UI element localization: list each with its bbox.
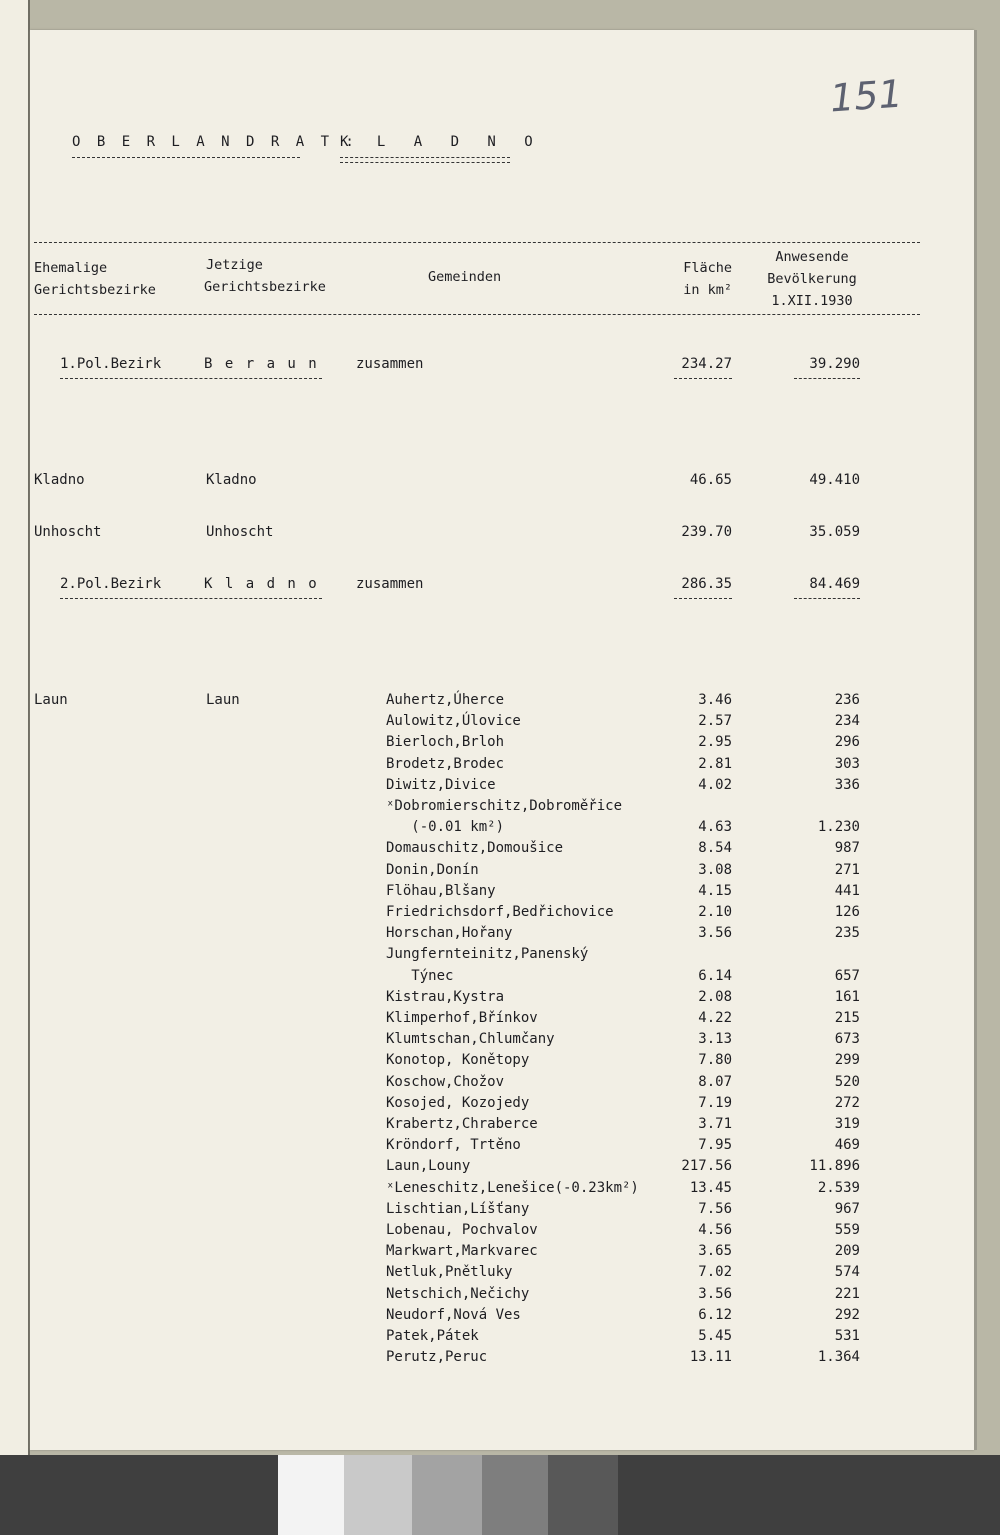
- municipality-name: Kröndorf, Trtěno: [386, 1137, 521, 1154]
- municipality-population: 987: [834, 840, 860, 857]
- municipality-population: 1.364: [817, 1349, 860, 1366]
- municipality-population: 559: [834, 1222, 860, 1238]
- municipality-population: 520: [834, 1073, 860, 1090]
- municipality-name: Jungfernteinitz,Panenský: [386, 946, 589, 963]
- title-place: K L A D N O: [340, 134, 543, 150]
- municipality-population: 441: [834, 882, 860, 899]
- municipality-name: Friedrichsdorf,Bedřichovice: [386, 904, 614, 920]
- district-population: 49.410: [809, 472, 860, 488]
- municipality-population: 236: [834, 692, 860, 708]
- municipality-population: 271: [834, 861, 860, 878]
- header-former-district: Ehemalige Gerichtsbezirke: [34, 260, 156, 298]
- municipality-name: Kosojed, Kozojedy: [386, 1094, 530, 1111]
- title-underline: [340, 162, 510, 163]
- municipality-area: 4.02: [698, 776, 732, 793]
- district-former: Laun: [34, 692, 68, 708]
- municipality-population: 221: [834, 1285, 860, 1302]
- municipality-name: Auhertz,Úherce: [386, 692, 505, 708]
- summary-name: K l a d n o: [204, 576, 319, 592]
- municipality-name: ˣDobromierschitz,Dobroměřice: [386, 798, 623, 814]
- municipality-population: 299: [834, 1052, 860, 1069]
- scan-left-edge: [0, 0, 30, 1535]
- municipality-name: Brodetz,Brodec: [386, 755, 505, 772]
- municipality-population: 234: [834, 713, 860, 730]
- municipality-name: Koschow,Chožov: [386, 1073, 505, 1090]
- municipality-population: 469: [834, 1137, 860, 1154]
- summary-suffix: zusammen: [356, 356, 424, 372]
- municipality-population: 657: [834, 967, 860, 984]
- summary-area: 234.27: [681, 356, 732, 372]
- municipality-population: 272: [834, 1094, 860, 1111]
- municipality-name: Neudorf,Nová Ves: [386, 1306, 521, 1323]
- municipality-area: 13.45: [689, 1179, 732, 1196]
- municipality-name: Konotop, Konětopy: [386, 1052, 530, 1069]
- district-population: 35.059: [809, 524, 860, 540]
- municipality-area: 5.45: [698, 1328, 732, 1344]
- municipality-name: Netluk,Pnětluky: [386, 1264, 513, 1281]
- municipality-name: Krabertz,Chraberce: [386, 1116, 538, 1132]
- summary-label: 1.Pol.Bezirk: [60, 356, 162, 372]
- municipality-area: 4.63: [698, 819, 732, 836]
- municipality-area: 3.13: [698, 1031, 732, 1048]
- municipality-population: 209: [834, 1243, 860, 1260]
- municipality-area: 3.56: [698, 1285, 732, 1302]
- title-underline: [72, 157, 300, 158]
- municipality-population: 303: [834, 755, 860, 772]
- municipality-area: 4.22: [698, 1010, 732, 1026]
- municipality-area: 3.08: [698, 861, 732, 878]
- color-calibration-swatch: [344, 1455, 412, 1535]
- municipality-population: 161: [834, 988, 860, 1005]
- header-rule-bottom: [34, 314, 920, 315]
- municipality-area: 2.08: [698, 988, 732, 1005]
- summary-underline: [674, 598, 732, 599]
- municipality-population: 296: [834, 734, 860, 751]
- municipality-population: 11.896: [809, 1158, 860, 1175]
- summary-underline: [674, 378, 732, 379]
- municipality-area: 7.02: [698, 1264, 732, 1281]
- municipality-area: 2.81: [698, 755, 732, 772]
- municipality-name: Netschich,Nečichy: [386, 1285, 530, 1302]
- municipality-name: Markwart,Markvarec: [386, 1243, 538, 1260]
- header-population: Anwesende Bevölkerung 1.XII.1930: [767, 249, 857, 309]
- summary-underline: [60, 378, 322, 379]
- municipality-name: Domauschitz,Domoušice: [386, 840, 564, 857]
- municipality-area: 7.80: [698, 1052, 732, 1069]
- municipality-population: 235: [834, 925, 860, 942]
- page-number: 151: [828, 71, 904, 121]
- municipality-name: Flöhau,Blšany: [386, 882, 496, 899]
- municipality-area: 7.19: [698, 1094, 732, 1111]
- color-calibration-swatch: [482, 1455, 548, 1535]
- municipality-name: Laun,Louny: [386, 1158, 471, 1175]
- header-municipalities: Gemeinden: [428, 269, 502, 285]
- municipality-population: 673: [834, 1031, 860, 1048]
- district-current: Laun: [206, 692, 240, 708]
- header-current-district: Jetzige Gerichtsbezirke: [204, 257, 326, 295]
- color-calibration-swatch: [548, 1455, 618, 1535]
- municipality-name: Horschan,Hořany: [386, 925, 513, 942]
- summary-area: 286.35: [681, 576, 732, 592]
- municipality-area: 3.65: [698, 1243, 732, 1260]
- summary-suffix: zusammen: [356, 576, 424, 592]
- municipality-name: ˣLeneschitz,Lenešice(-0.23km²): [386, 1179, 639, 1196]
- municipality-population: 2.539: [817, 1179, 860, 1196]
- municipality-name: Bierloch,Brloh: [386, 734, 505, 751]
- summary-population: 84.469: [809, 576, 860, 592]
- municipality-area: 7.56: [698, 1200, 732, 1217]
- municipality-area: 13.11: [689, 1349, 732, 1366]
- municipality-area: 3.71: [698, 1116, 732, 1132]
- district-current: Unhoscht: [206, 524, 274, 540]
- municipality-area: 2.10: [698, 904, 732, 920]
- header-area: Fläche in km²: [683, 260, 732, 298]
- municipality-population: 967: [834, 1200, 860, 1217]
- page-edge: [974, 30, 977, 1450]
- header-rule-top: [34, 242, 920, 243]
- district-former: Unhoscht: [34, 524, 102, 540]
- municipality-area: 4.56: [698, 1222, 732, 1238]
- municipality-area: 3.46: [698, 692, 732, 708]
- summary-underline: [794, 598, 860, 599]
- municipality-name: Klumtschan,Chlumčany: [386, 1031, 555, 1048]
- municipality-name: Diwitz,Divice: [386, 776, 496, 793]
- municipality-area: 7.95: [698, 1137, 732, 1154]
- municipality-area: 8.54: [698, 840, 732, 857]
- color-calibration-swatch: [278, 1455, 344, 1535]
- district-former: Kladno: [34, 472, 85, 488]
- municipality-name: Kistrau,Kystra: [386, 988, 505, 1005]
- municipality-area: 6.12: [698, 1306, 732, 1323]
- municipality-name: Klimperhof,Břínkov: [386, 1010, 538, 1026]
- summary-population: 39.290: [809, 356, 860, 372]
- summary-label: 2.Pol.Bezirk: [60, 576, 162, 592]
- title-underline: [340, 157, 510, 158]
- municipality-name: (-0.01 km²): [386, 819, 505, 836]
- municipality-name: Aulowitz,Úlovice: [386, 713, 521, 730]
- municipality-population: 1.230: [817, 819, 860, 836]
- district-area: 46.65: [689, 472, 732, 488]
- summary-underline: [794, 378, 860, 379]
- municipality-name: Donin,Donín: [386, 861, 479, 878]
- municipality-area: 4.15: [698, 882, 732, 899]
- municipality-name: Patek,Pátek: [386, 1328, 479, 1344]
- municipality-name: Lobenau, Pochvalov: [386, 1222, 538, 1238]
- municipality-area: 6.14: [698, 967, 732, 984]
- municipality-population: 215: [834, 1010, 860, 1026]
- municipality-population: 126: [834, 904, 860, 920]
- municipality-area: 8.07: [698, 1073, 732, 1090]
- title-label: O B E R L A N D R A T :: [72, 134, 358, 150]
- district-area: 239.70: [681, 524, 732, 540]
- municipality-population: 531: [834, 1328, 860, 1344]
- summary-name: B e r a u n: [204, 356, 319, 372]
- municipality-area: 2.95: [698, 734, 732, 751]
- color-calibration-swatch: [412, 1455, 482, 1535]
- municipality-name: Lischtian,Líšťany: [386, 1200, 530, 1217]
- municipality-area: 2.57: [698, 713, 732, 730]
- municipality-population: 319: [834, 1116, 860, 1132]
- municipality-population: 292: [834, 1306, 860, 1323]
- municipality-area: 217.56: [681, 1158, 732, 1175]
- municipality-name: Perutz,Peruc: [386, 1349, 488, 1366]
- municipality-area: 3.56: [698, 925, 732, 942]
- district-current: Kladno: [206, 472, 257, 488]
- municipality-name: Týnec: [386, 967, 454, 984]
- summary-underline: [60, 598, 322, 599]
- municipality-population: 574: [834, 1264, 860, 1281]
- municipality-population: 336: [834, 776, 860, 793]
